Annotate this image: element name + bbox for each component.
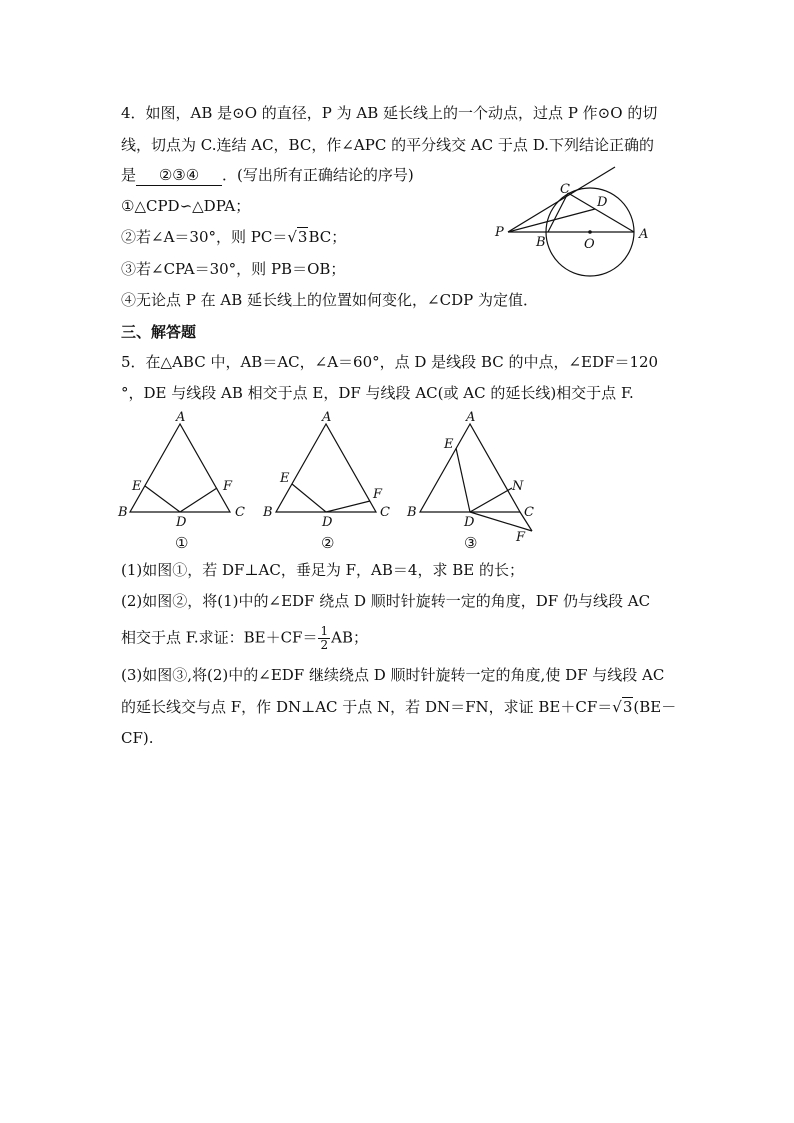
label-p: P [495, 225, 504, 240]
fraction-half [318, 625, 330, 652]
segment-df-1 [180, 488, 217, 512]
fig2-caption: ② [321, 534, 335, 552]
fig2-label-b: B [263, 505, 273, 520]
fig3-label-f: F [516, 530, 526, 545]
fig2-label-d: D [322, 515, 333, 530]
label-a: A [639, 227, 649, 242]
fig1-label-d: D [176, 515, 187, 530]
q4-option-2-text: ②若∠A＝30°，则 PC＝ [121, 228, 288, 246]
fig2-label-f: F [373, 487, 383, 502]
q5-line-1: 5．在△ABC 中，AB＝AC，∠A＝60°，点 D 是线段 BC 的中点，∠EDF＝120 [121, 353, 659, 371]
fraction-denominator: 2 [320, 638, 329, 652]
triangle-abc-2 [276, 424, 376, 512]
segment-de-3 [456, 448, 470, 512]
q5-figure-1 [115, 408, 255, 553]
fig1-label-e: E [132, 479, 142, 494]
fig3-label-c: C [524, 505, 534, 520]
q5-part-2-tail: AB； [331, 628, 368, 647]
q5-part-3-text: 的延长线交与点 F，作 DN⊥AC 于点 N，若 DN＝FN，求证 BE＋CF＝ [121, 698, 613, 716]
fig1-label-b: B [118, 505, 128, 520]
q4-circle-figure [490, 160, 660, 280]
fig2-label-c: C [380, 505, 390, 520]
segment-df-3 [470, 512, 532, 531]
fig1-label-a: A [176, 410, 186, 425]
q5-part-2-text: 相交于点 F.求证：BE＋CF＝ [121, 628, 318, 647]
q4-option-2-radicand: 3 [297, 228, 308, 246]
q4-option-3: ③若∠CPA＝30°，则 PB＝OB； [121, 260, 346, 278]
label-c: C [560, 182, 570, 197]
fig1-label-c: C [235, 505, 245, 520]
q5-figure-3 [404, 408, 554, 553]
center-dot [588, 230, 592, 234]
q4-option-2-tail: BC； [308, 228, 347, 246]
bisector-pd [508, 209, 595, 232]
segment-dn-3 [470, 488, 512, 512]
fig1-label-f: F [223, 479, 233, 494]
q5-part-2-line-1: (2)如图②，将(1)中的∠EDF 绕点 D 顺时针旋转一定的角度，DF 仍与线段 AC [121, 592, 651, 610]
sqrt-symbol: √3 [287, 228, 308, 246]
q5-figure-2 [258, 408, 398, 553]
segment-df-2 [326, 501, 370, 512]
q5-part-1: (1)如图①，若 DF⊥AC，垂足为 F，AB＝4，求 BE 的长； [121, 561, 524, 579]
fig2-label-e: E [280, 471, 290, 486]
q4-line-2: 线，切点为 C.连结 AC，BC，作∠APC 的平分线交 AC 于点 D.下列结论正确的 [121, 136, 654, 154]
label-o: O [584, 237, 595, 252]
q4-line-1: 4．如图，AB 是⊙O 的直径，P 为 AB 延长线上的一个动点，过点 P 作⊙O 的切 [121, 104, 658, 122]
q4-line-3 [121, 165, 414, 186]
q4-option-2 [121, 227, 346, 247]
fig3-label-d: D [464, 515, 475, 530]
q5-part-2-line-2 [121, 625, 368, 652]
fraction-numerator: 1 [320, 624, 329, 638]
sqrt-symbol: √3 [612, 698, 633, 716]
segment-de-2 [292, 484, 326, 512]
q5-part-3-line-1: (3)如图③,将(2)中的∠EDF 继续绕点 D 顺时针旋转一定的角度,使 DF 与线段 AC [121, 666, 665, 684]
q4-line-3-prefix: 是 [121, 166, 137, 184]
q5-line-2: °，DE 与线段 AB 相交于点 E，DF 与线段 AC(或 AC 的延长线)相交于点 F. [121, 384, 634, 402]
section-title: 三、解答题 [121, 323, 197, 341]
q5-part-3-radicand: 3 [622, 698, 633, 716]
fig2-label-a: A [322, 410, 332, 425]
fig1-caption: ① [175, 534, 189, 552]
q4-option-4: ④无论点 P 在 AB 延长线上的位置如何变化，∠CDP 为定值． [121, 291, 538, 309]
fig3-label-a: A [466, 410, 476, 425]
q5-part-3-line-2 [121, 697, 676, 717]
q4-line-3-suffix: ．(写出所有正确结论的序号) [222, 166, 414, 184]
segment-de-1 [145, 486, 180, 512]
fig3-caption: ③ [464, 534, 478, 552]
q4-answer: ②③④ [136, 165, 222, 186]
q5-part-3-line-3: CF). [121, 729, 154, 747]
fig3-label-b: B [407, 505, 417, 520]
label-d: D [597, 195, 608, 210]
fig3-label-n: N [512, 479, 524, 494]
label-b: B [536, 235, 546, 250]
triangle-abc-3 [420, 424, 520, 512]
q5-part-3-tail: (BE－ [633, 698, 677, 716]
fig3-label-e: E [444, 437, 454, 452]
q4-option-1: ①△CPD∽△DPA； [121, 197, 251, 215]
triangle-abc-1 [130, 424, 230, 512]
